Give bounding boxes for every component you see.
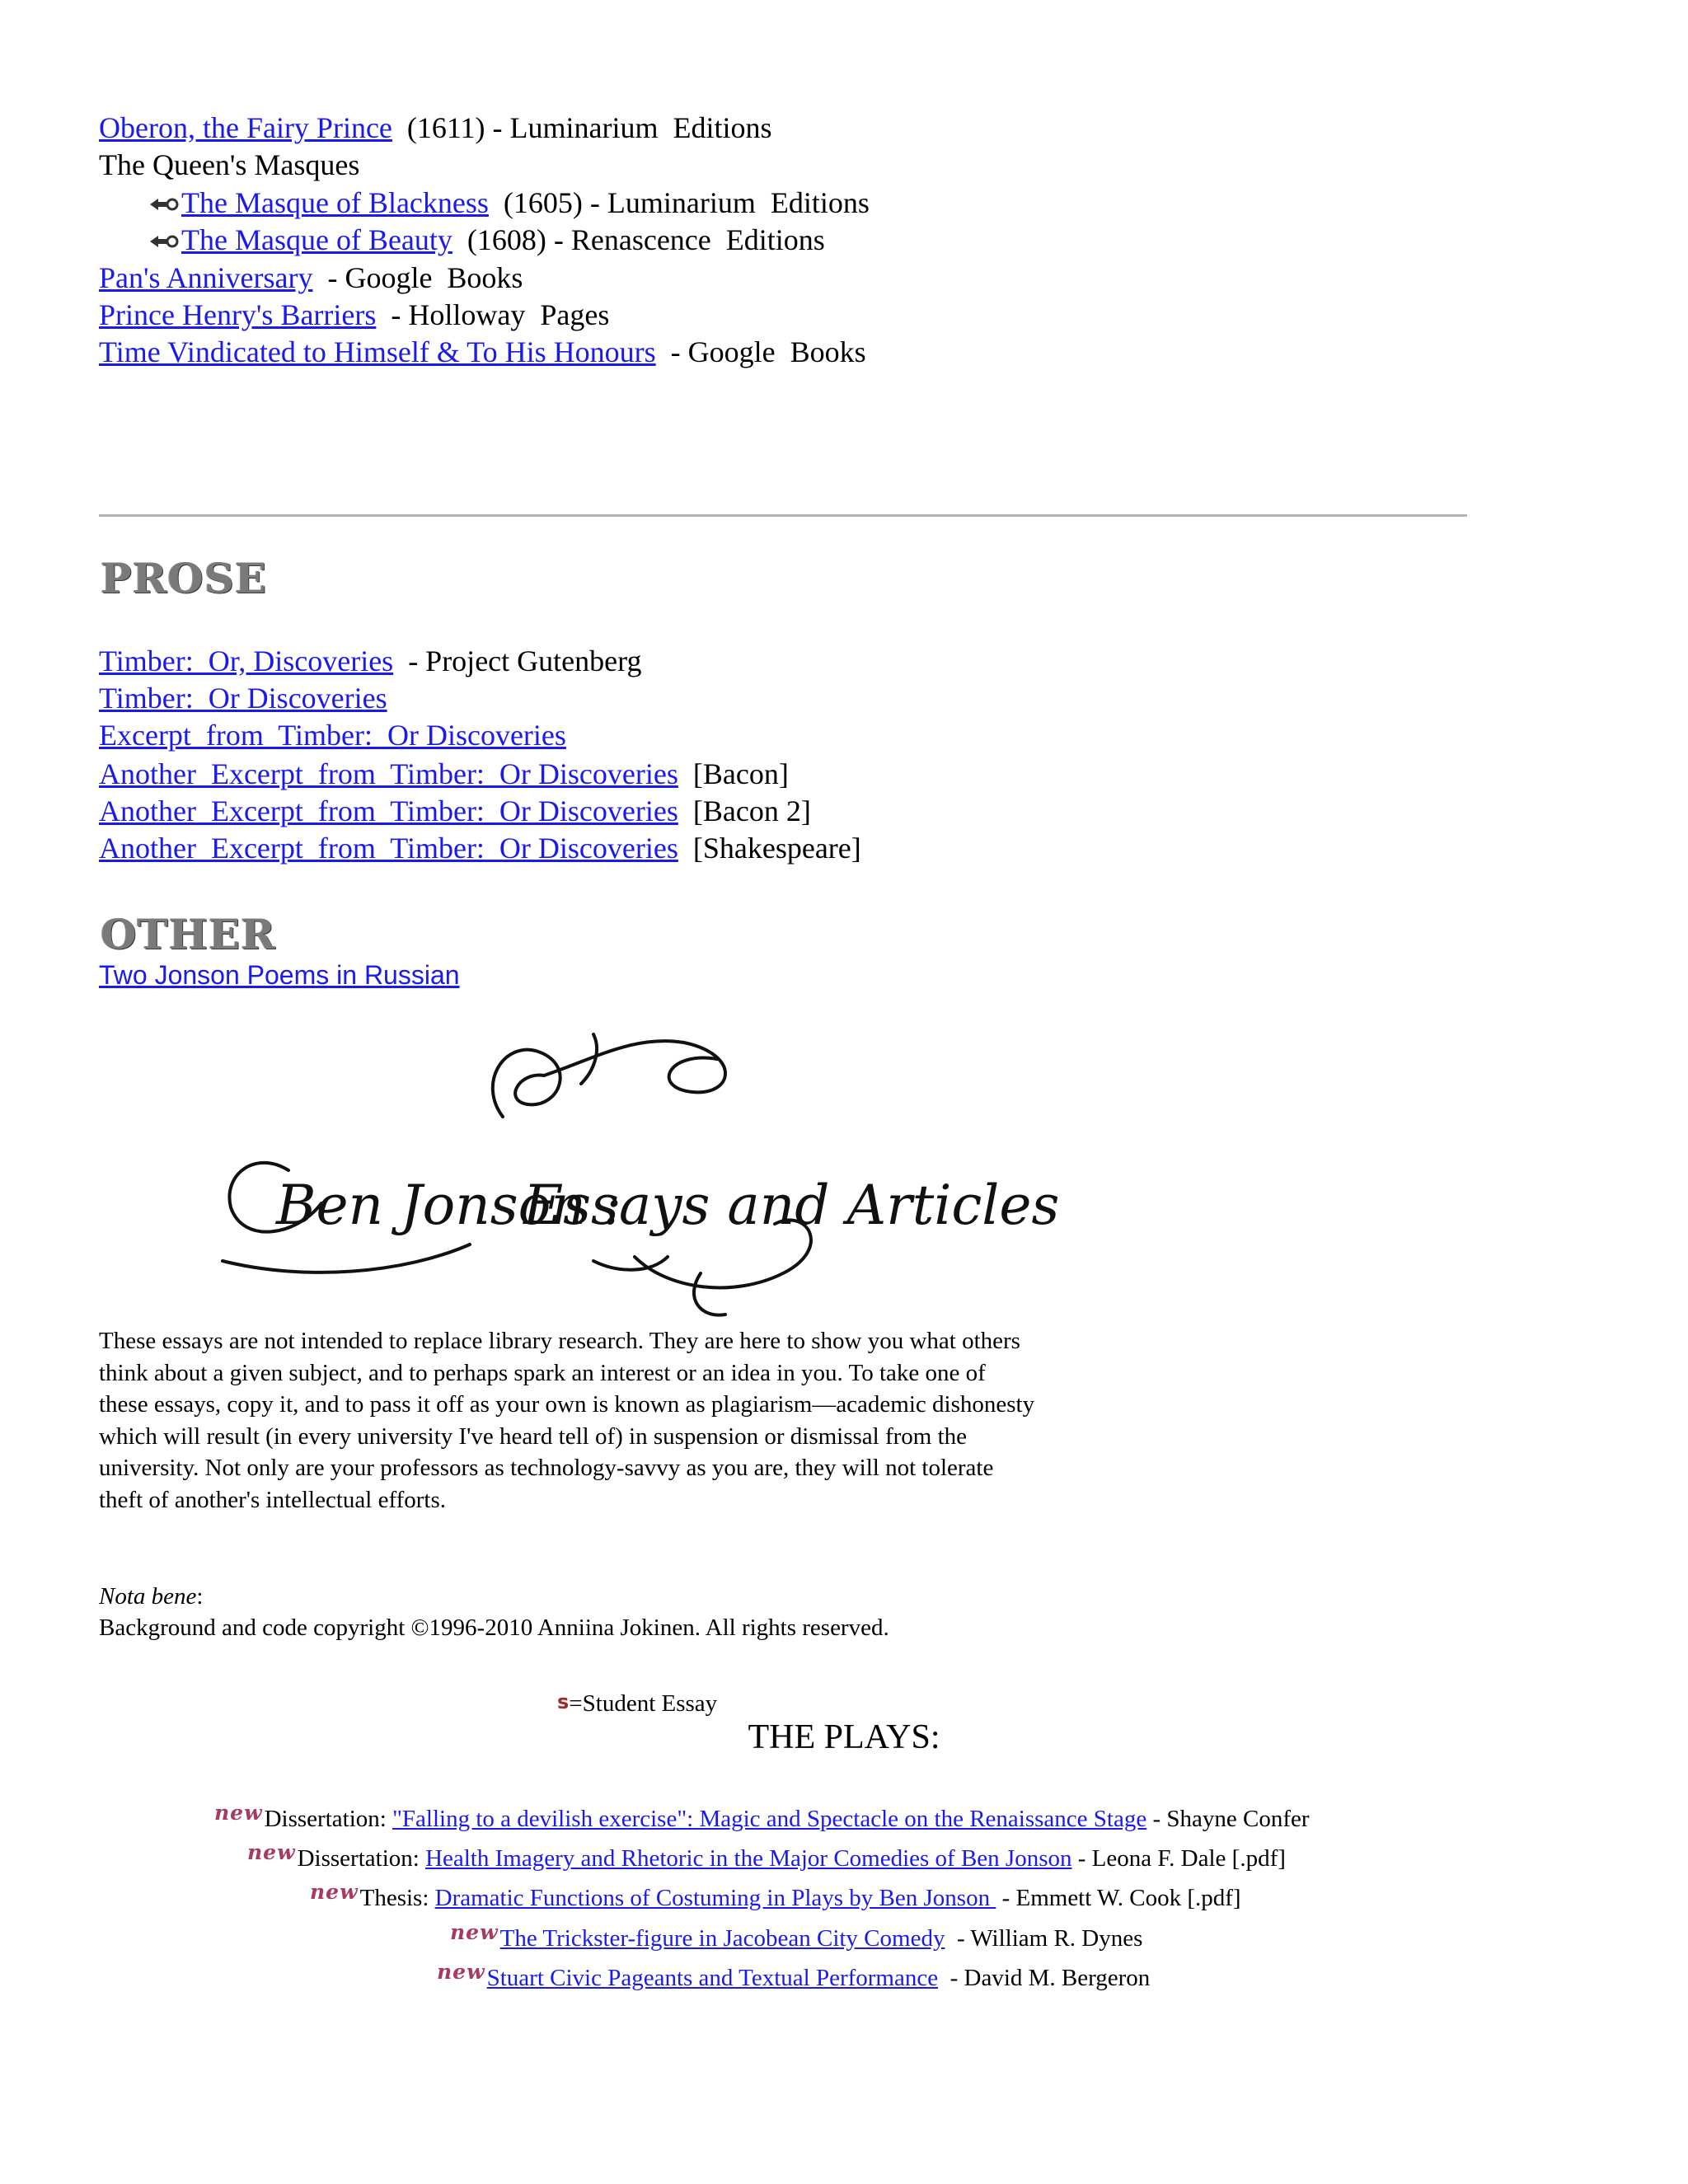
essay-author: - William R. Dynes [945,1925,1143,1952]
prose-link[interactable]: Timber: Or, Discoveries [99,644,394,677]
essays-articles-logo [206,1026,1060,1323]
student-essay-legend [557,1686,717,1719]
masque-source-barriers: - Holloway Pages [376,298,610,331]
student-essay-legend-text: =Student Essay [569,1690,718,1717]
masque-item-pans [99,260,523,296]
masque-item-barriers [99,297,609,333]
masque-source-blackness: (1605) - Luminarium Editions [488,186,870,219]
essay-type: Dissertation: [297,1845,426,1872]
essay-link[interactable]: Dramatic Functions of Costuming in Plays by Ben Jonson [434,1885,996,1911]
masque-link-barriers[interactable]: Prince Henry's Barriers [99,298,377,331]
prose-note: [Shakespeare] [678,832,861,865]
new-badge-icon: new [214,1801,263,1825]
essay-item [437,1956,1150,1994]
disclaimer-text: These essays are not intended to replace library research. They are here to show you what others think about a given subject, and to perhaps spark an interest or an idea in you. To take one of these essays, copy it, and to pass it off as your own is known as plagiarism—academic dishonesty which will result (in every university I've heard tell of) in suspension or dismissal from the university. Not only are your professors as technology-savvy as you are, they will not tolerate theft of another's intellectual efforts. [99,1328,1035,1513]
masque-item-time-vindicated [99,334,866,370]
queens-masques-label: The Queen's Masques [99,148,360,181]
prose-item [99,717,566,753]
new-badge-icon: new [247,1840,296,1864]
prose-item [99,680,387,716]
essay-link[interactable]: The Trickster-figure in Jacobean City Comedy [499,1925,945,1952]
prose-note: [Bacon 2] [678,794,811,827]
masque-link-blackness[interactable]: The Masque of Blackness [181,186,489,219]
russian-poems-link[interactable]: Two Jonson Poems in Russian [99,960,460,990]
prose-link[interactable]: Another Excerpt from Timber: Or Discoveries [99,757,678,790]
pointing-hand-icon [148,194,180,215]
plays-heading: THE PLAYS: [748,1718,940,1756]
prose-item [99,793,811,829]
prose-link[interactable]: Excerpt from Timber: Or Discoveries [99,719,566,752]
essay-item [310,1876,1241,1915]
essay-type: Thesis: [359,1885,435,1911]
essay-item [247,1836,1286,1875]
essay-author: - Emmett W. Cook [.pdf] [996,1885,1241,1911]
pointing-hand-icon [148,231,180,252]
copyright-notice: Background and code copyright ©1996-2010 Anniina Jokinen. All rights reserved. [99,1615,889,1641]
section-divider [99,514,1467,517]
essay-link[interactable]: Stuart Civic Pageants and Textual Performance [486,1965,939,1991]
essay-link[interactable]: "Falling to a devilish exercise": Magic and Spectacle on the Renaissance Stage [392,1806,1147,1832]
masque-link-pans[interactable]: Pan's Anniversary [99,261,313,294]
essay-item [214,1797,1310,1835]
masque-source-time-vindicated: - Google Books [655,335,866,368]
prose-item [99,756,789,792]
masque-source-pans: - Google Books [312,261,523,294]
essay-item [450,1916,1142,1955]
prose-source: - Project Gutenberg [393,644,642,677]
nota-bene-label: Nota bene: [99,1583,204,1610]
new-badge-icon: new [437,1960,485,1984]
logo-text-essays: Essays and Articles [523,1174,1060,1237]
masque-link-beauty[interactable]: The Masque of Beauty [181,223,452,256]
logo-text-name: Ben Jonson : [276,1174,622,1237]
new-badge-icon: new [310,1880,359,1904]
new-badge-icon: new [450,1920,499,1944]
masque-source-oberon: (1611) - Luminarium Editions [392,111,772,144]
nota-bene-text: Nota bene [99,1583,197,1610]
masque-item-blackness [148,185,870,221]
other-item [99,956,460,993]
prose-item [99,643,641,679]
essay-type: Dissertation: [264,1806,393,1832]
prose-heading: PROSE [101,554,267,602]
prose-note: [Bacon] [678,757,789,790]
masque-link-oberon[interactable]: Oberon, the Fairy Prince [99,111,392,144]
masque-source-beauty: (1608) - Renascence Editions [452,223,825,256]
essay-author: - Shayne Confer [1146,1806,1310,1832]
prose-link[interactable]: Another Excerpt from Timber: Or Discoveries [99,832,678,865]
masque-item-oberon [99,110,772,146]
other-heading: OTHER [101,910,276,958]
student-essay-icon: s [557,1690,570,1713]
essay-author: - Leona F. Dale [.pdf] [1071,1845,1286,1872]
essay-link[interactable]: Health Imagery and Rhetoric in the Major Comedies of Ben Jonson [425,1845,1072,1872]
prose-link[interactable]: Timber: Or Discoveries [99,682,387,715]
essay-author: - David M. Bergeron [938,1965,1151,1991]
masque-item-beauty [148,222,825,258]
prose-link[interactable]: Another Excerpt from Timber: Or Discoveries [99,794,678,827]
masque-link-time-vindicated[interactable]: Time Vindicated to Himself & To His Honours [99,335,656,368]
prose-item [99,830,861,866]
